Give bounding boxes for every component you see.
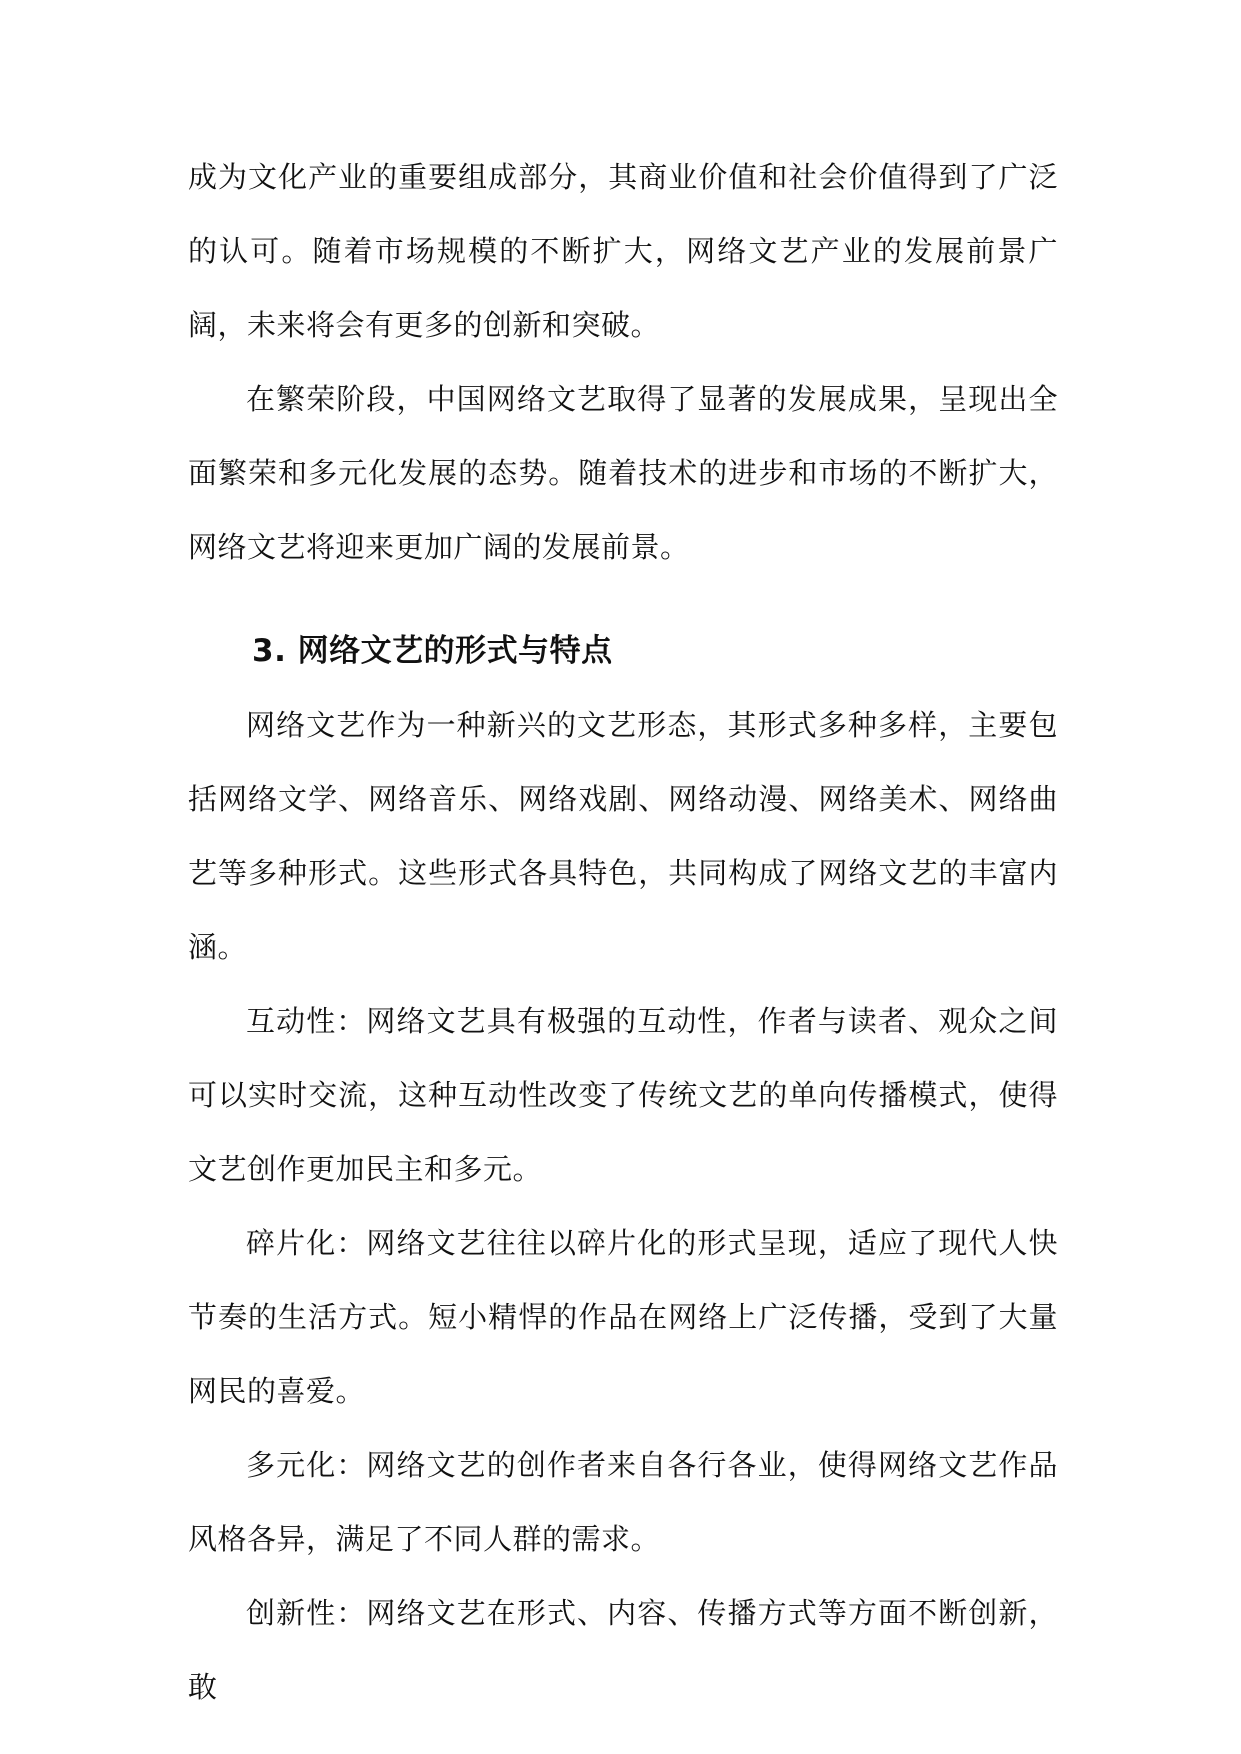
paragraph-diversity: 多元化：网络文艺的创作者来自各行各业，使得网络文艺作品风格各异，满足了不同人群的需求。: [188, 1448, 1058, 1556]
spacer: [188, 584, 1058, 614]
paragraph-innovation: 创新性：网络文艺在形式、内容、传播方式等方面不断创新，敢: [188, 1596, 1058, 1704]
paragraph-interactivity: 互动性：网络文艺具有极强的互动性，作者与读者、观众之间可以实时交流，这种互动性改变了传统文艺的单向传播模式，使得文艺创作更加民主和多元。: [188, 1004, 1058, 1186]
paragraph-fragmentation: 碎片化：网络文艺往往以碎片化的形式呈现，适应了现代人快节奏的生活方式。短小精悍的作品在网络上广泛传播，受到了大量网民的喜爱。: [188, 1226, 1058, 1408]
document-body: [188, 140, 1058, 1724]
paragraph-prosperity-stage: 在繁荣阶段，中国网络文艺取得了显著的发展成果，呈现出全面繁荣和多元化发展的态势。随着技术的进步和市场的不断扩大，网络文艺将迎来更加广阔的发展前景。: [188, 382, 1058, 564]
section-heading: 3. 网络文艺的形式与特点: [252, 633, 613, 669]
paragraph-forms-intro: 网络文艺作为一种新兴的文艺形态，其形式多种多样，主要包括网络文学、网络音乐、网络戏剧、网络动漫、网络美术、网络曲艺等多种形式。这些形式各具特色，共同构成了网络文艺的丰富内涵。: [188, 708, 1058, 964]
paragraph-continuation: 成为文化产业的重要组成部分，其商业价值和社会价值得到了广泛的认可。随着市场规模的不断扩大，网络文艺产业的发展前景广阔，未来将会有更多的创新和突破。: [188, 160, 1058, 342]
